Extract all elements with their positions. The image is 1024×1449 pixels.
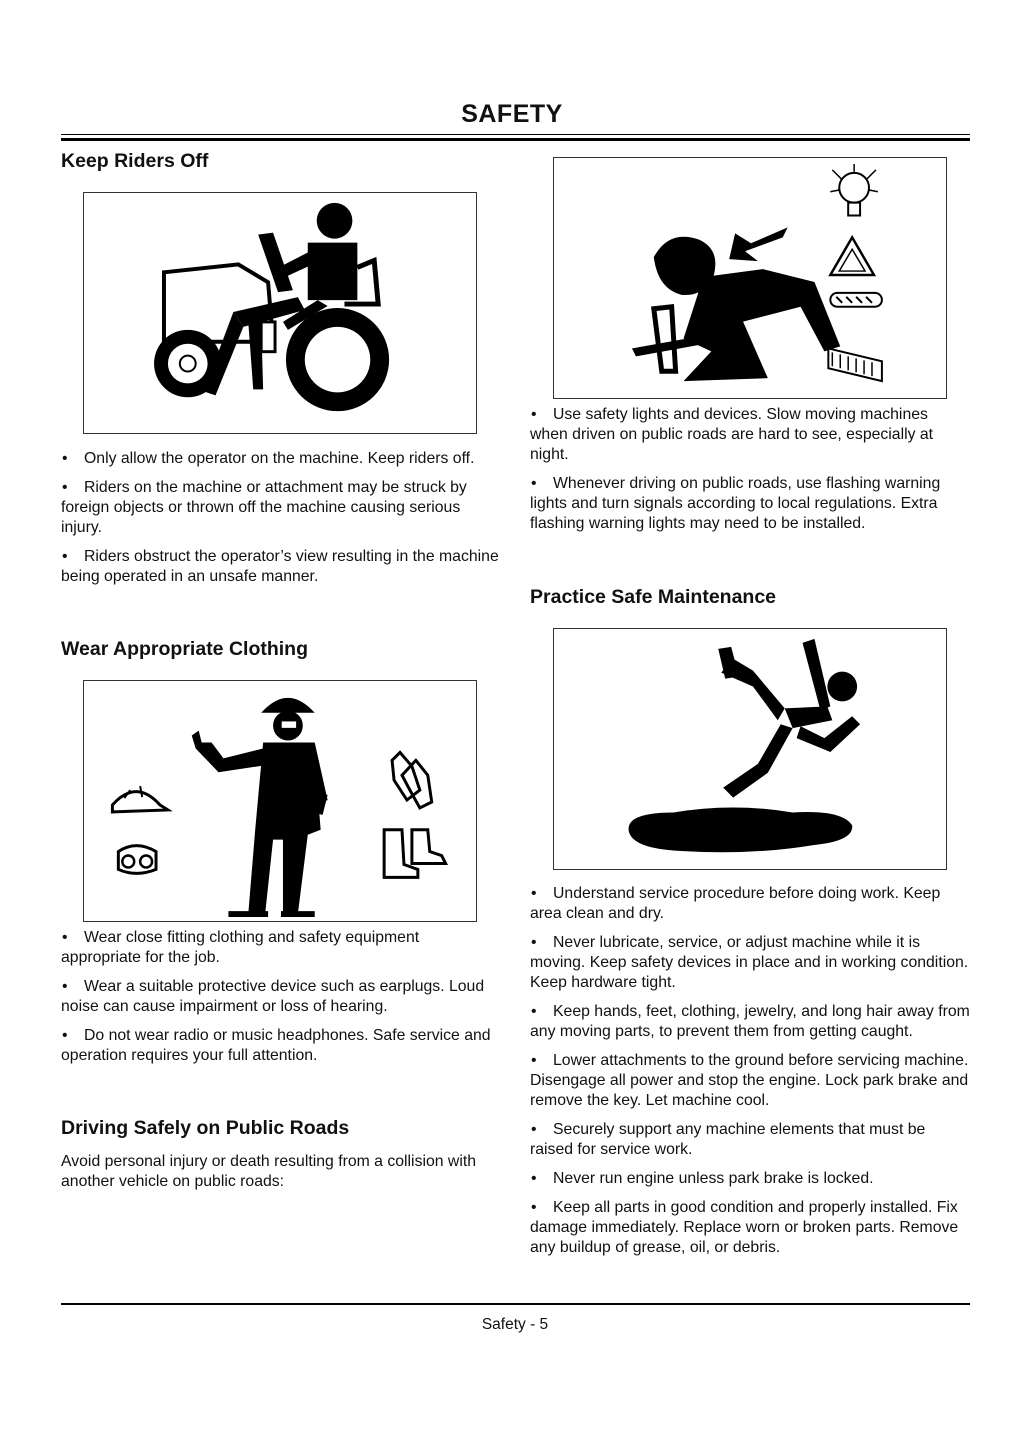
figure-safety-lights — [553, 157, 947, 399]
bullet-item: • Wear close fitting clothing and safety equipment appropriate for the job. — [61, 929, 420, 966]
protective-clothing-illustration — [84, 681, 476, 921]
bullet-item: • Do not wear radio or music headphones. Safe service and operation requires your full attention. — [61, 1027, 491, 1064]
bullet-item: • Wear a suitable protective device such as earplugs. Loud noise can cause impairment or loss of hearing. — [61, 978, 485, 1015]
riders-bullets — [61, 449, 501, 596]
roads-intro-text: Avoid personal injury or death resulting from a collision with another vehicle on public roads: — [61, 1153, 477, 1190]
header-rule-thin — [61, 134, 970, 135]
page-footer: Safety - 5 — [481, 1316, 549, 1333]
clothing-bullets — [61, 928, 501, 1075]
bullet-item: • Keep all parts in good condition and properly installed. Fix damage immediately. Replace worn or broken parts. Remove any buildup of grease, oil, or debris. — [530, 1199, 959, 1256]
maintenance-bullets — [530, 884, 970, 1267]
roads-intro — [61, 1152, 501, 1201]
figure-slip-fall — [553, 628, 947, 870]
bullet-item: • Never run engine unless park brake is locked. — [531, 1170, 874, 1187]
bullet-item: • Use safety lights and devices. Slow moving machines when driven on public roads are hard to see, especially at night. — [530, 406, 934, 463]
figure-tractor-rider — [83, 192, 477, 434]
tractor-rider-illustration — [84, 193, 476, 433]
heading-keep-riders-off: Keep Riders Off — [61, 150, 209, 172]
header-rule-thick — [61, 138, 970, 141]
page-title: SAFETY — [461, 100, 563, 128]
figure-protective-clothing — [83, 680, 477, 922]
bullet-item: • Keep hands, feet, clothing, jewelry, and long hair away from any moving parts, to prevent them from getting caught. — [530, 1003, 970, 1040]
bullet-item: • Lower attachments to the ground before servicing machine. Disengage all power and stop the engine. Lock park brake and remove the key. Let machine cool. — [530, 1052, 969, 1109]
footer-rule — [61, 1303, 970, 1305]
bullet-item: • Whenever driving on public roads, use flashing warning lights and turn signals according to local regulations. Extra flashing warning lights may need to be installed. — [530, 475, 941, 532]
heading-wear-clothing: Wear Appropriate Clothing — [61, 638, 309, 660]
bullet-item: • Riders obstruct the operator’s view resulting in the machine being operated in an unsafe manner. — [61, 548, 499, 585]
slip-fall-illustration — [554, 629, 946, 869]
bullet-item: • Securely support any machine elements that must be raised for service work. — [530, 1121, 926, 1158]
bullet-item: • Never lubricate, service, or adjust machine while it is moving. Keep safety devices in place and in working condition. Keep hardware tight. — [530, 934, 969, 991]
heading-driving-public-roads: Driving Safely on Public Roads — [61, 1117, 350, 1139]
roads-bullets — [530, 405, 970, 543]
safety-lights-illustration — [554, 158, 946, 398]
bullet-item: • Understand service procedure before doing work. Keep area clean and dry. — [530, 885, 941, 922]
heading-safe-maintenance: Practice Safe Maintenance — [530, 586, 777, 608]
bullet-item: • Riders on the machine or attachment may be struck by foreign objects or thrown off the machine causing serious injury. — [61, 479, 467, 536]
bullet-item: • Only allow the operator on the machine. Keep riders off. — [62, 450, 475, 467]
